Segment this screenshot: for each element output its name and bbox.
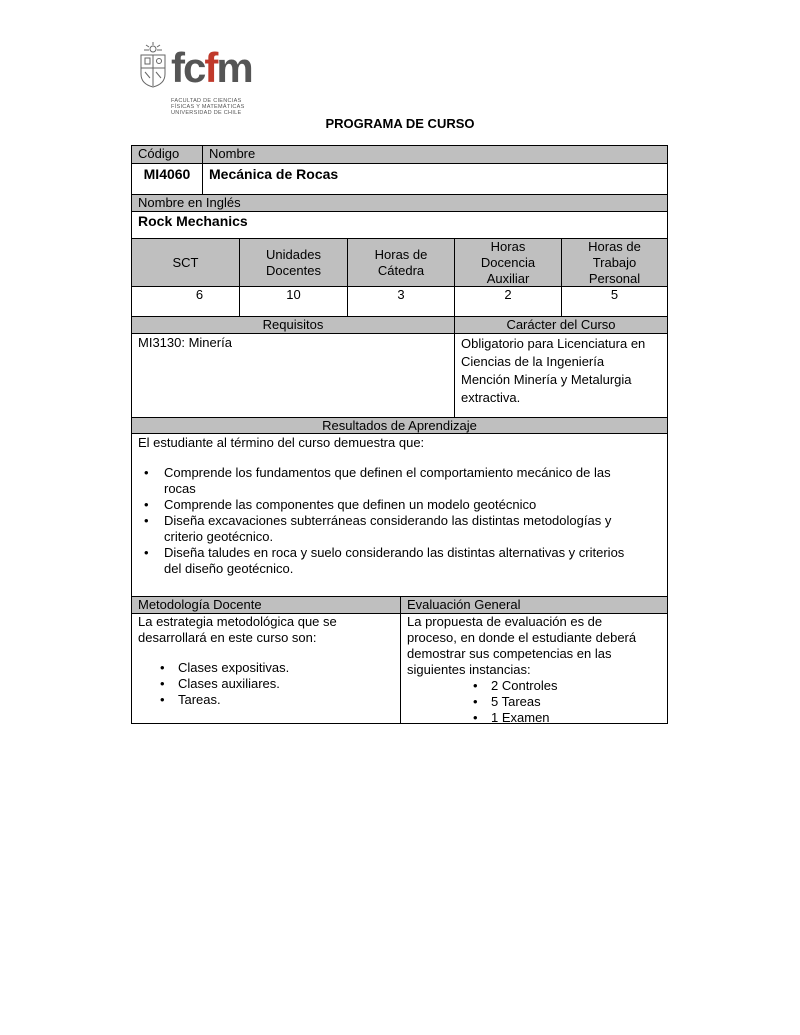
metodologia-body-row: [132, 613, 667, 723]
resultados-list: [138, 465, 667, 577]
requisitos-label: Requisitos: [262, 317, 324, 332]
hours-value-catedra: 3: [347, 287, 454, 316]
evaluacion-item-2: • 5 Tareas: [473, 694, 541, 709]
resultados-body-row: [132, 433, 667, 596]
university-crest-icon: [137, 42, 169, 88]
english-name-label: Nombre en Inglés: [138, 195, 241, 210]
page-title: PROGRAMA DE CURSO: [325, 116, 475, 131]
hours-value-unidades: 10: [239, 287, 347, 316]
codigo-label: Código: [138, 146, 180, 161]
hours-header-catedra: Horas de Cátedra: [347, 239, 454, 286]
course-name: Mecánica de Rocas: [202, 164, 667, 194]
nombre-label: Nombre: [202, 146, 667, 163]
english-name-header-row: [132, 194, 667, 211]
hours-value-row: [132, 286, 667, 316]
fcfm-logo: [137, 42, 252, 118]
resultados-header-row: [132, 417, 667, 433]
fcfm-wordmark: fcfm: [171, 44, 252, 91]
evaluacion-item-3: • 1 Examen: [473, 710, 550, 725]
hours-value-auxiliar: 2: [454, 287, 561, 316]
resultados-item-1: • Comprende los fundamentos que definen el comportamiento mecánico de las rocas: [144, 465, 611, 496]
resultados-intro: El estudiante al término del curso demuestra que:: [138, 435, 425, 450]
metodologia-item-1: • Clases expositivas.: [160, 660, 290, 675]
resultados-body: [132, 434, 667, 596]
hours-value-sct: 6: [195, 287, 204, 302]
evaluacion-label: Evaluación General: [400, 597, 667, 613]
caracter-label: Carácter del Curso: [454, 317, 667, 333]
metodologia-list: [138, 660, 400, 708]
english-name-value-row: [132, 211, 667, 238]
resultados-item-2: • Comprende las componentes que definen un modelo geotécnico: [144, 497, 537, 512]
requisitos-value: MI3130: Minería: [138, 335, 232, 350]
hours-header-sct: SCT: [172, 255, 199, 270]
metodologia-header-row: [132, 596, 667, 613]
metodologia-body: La estrategia metodológica que se desarrollará en este curso son: • Clases expositivas. • Clases auxiliares. • Tareas.: [132, 614, 400, 723]
resultados-item-3: • Diseña excavaciones subterráneas considerando las distintas metodologías y criterio geotécnico.: [144, 513, 612, 544]
course-program-table: [131, 145, 668, 724]
metodologia-label: Metodología Docente: [138, 597, 262, 612]
code-name-header-row: [132, 146, 667, 163]
requisitos-header-row: [132, 316, 667, 333]
caracter-value: Obligatorio para Licenciatura en Ciencias de la Ingeniería Mención Minería y Metalurgia extractiva.: [454, 334, 667, 417]
hours-header-unidades: Unidades Docentes: [239, 239, 347, 286]
evaluacion-list: [407, 678, 667, 726]
logo-subtitle: FACULTAD DE CIENCIAS FÍSICAS Y MATEMÁTICAS UNIVERSIDAD DE CHILE: [171, 98, 245, 116]
hours-value-personal: 5: [561, 287, 667, 316]
resultados-label: Resultados de Aprendizaje: [322, 418, 477, 433]
evaluacion-body: La propuesta de evaluación es de proceso, en donde el estudiante deberá demostrar sus competencias en las siguientes instancias: • 2 Controles • 5 Tareas • 1 Examen: [400, 614, 667, 723]
resultados-item-4: • Diseña taludes en roca y suelo considerando las distintas alternativas y criterios del diseño geotécnico.: [144, 545, 625, 576]
hours-header-row: [132, 238, 667, 286]
requisitos-value-row: [132, 333, 667, 417]
hours-header-auxiliar: Horas Docencia Auxiliar: [454, 239, 561, 286]
english-name: Rock Mechanics: [138, 213, 248, 229]
course-code: MI4060: [143, 166, 191, 182]
code-name-value-row: [132, 163, 667, 194]
metodologia-item-2: • Clases auxiliares.: [160, 676, 280, 691]
evaluacion-item-1: • 2 Controles: [473, 678, 558, 693]
hours-header-personal: Horas de Trabajo Personal: [561, 239, 667, 286]
metodologia-item-3: • Tareas.: [160, 692, 221, 707]
